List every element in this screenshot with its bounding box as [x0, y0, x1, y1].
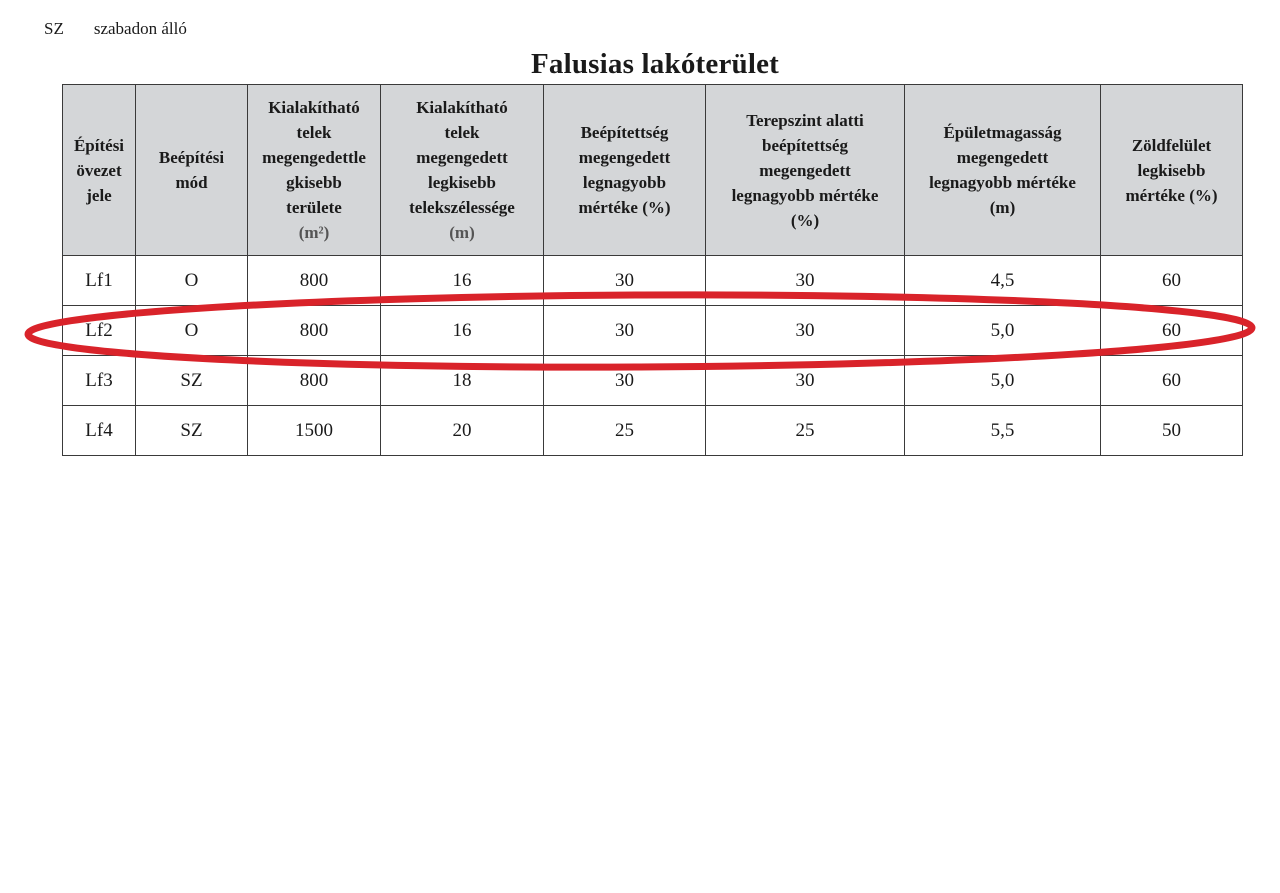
table-cell: 5,0 [905, 306, 1101, 356]
table-cell: 1500 [248, 406, 381, 456]
header-line: Beépítési [158, 148, 225, 167]
table-cell: 4,5 [905, 256, 1101, 306]
table-cell: 60 [1101, 356, 1243, 406]
table-body [63, 256, 1243, 456]
header-cell [706, 85, 905, 256]
table-cell: 800 [248, 306, 381, 356]
header-line: (%) [790, 210, 820, 230]
header-line: Zöldfelület [1131, 135, 1212, 155]
header-line: telek [296, 123, 332, 142]
header-line: Építési [73, 135, 125, 155]
table-cell: 30 [706, 306, 905, 356]
table-cell: 800 [248, 356, 381, 406]
header-line: Kialakítható [268, 98, 360, 117]
table-cell: 800 [248, 256, 381, 306]
header-line: legnagyobb mértéke [731, 185, 879, 205]
legend-label: szabadon álló [93, 19, 187, 38]
table-cell: Lf1 [63, 256, 136, 306]
header-line: beépítettség [762, 135, 848, 155]
header-line: mód [175, 173, 208, 192]
legend [44, 19, 187, 39]
table-cell: Lf4 [63, 406, 136, 456]
table-cell: 16 [381, 306, 544, 356]
table-cell: 30 [544, 306, 706, 356]
header-line: megengedett [578, 148, 671, 167]
header-cell [248, 85, 381, 256]
header-cell [544, 85, 706, 256]
header-line: telek [444, 123, 480, 142]
header-cell [136, 85, 248, 256]
header-line: jele [86, 185, 112, 205]
table-cell: 5,0 [905, 356, 1101, 406]
header-line: területe [286, 198, 342, 217]
header-line: mértéke (%) [578, 198, 671, 217]
header-line: telekszélessége [409, 198, 515, 217]
header-cell [1101, 85, 1243, 256]
header-line: (m) [449, 223, 475, 242]
table-row [63, 256, 1243, 306]
table-cell: 30 [544, 356, 706, 406]
table-cell: O [136, 256, 248, 306]
table-cell: Lf3 [63, 356, 136, 406]
table-cell: 60 [1101, 306, 1243, 356]
header-line: övezet [76, 160, 122, 180]
table-cell: 30 [544, 256, 706, 306]
table-cell: 18 [381, 356, 544, 406]
header-line: gkisebb [286, 173, 342, 192]
header-cell [905, 85, 1101, 256]
table-title: Falusias lakóterület [530, 48, 780, 80]
header-line: (m²) [298, 223, 330, 242]
header-line: mértéke (%) [1125, 185, 1218, 205]
table-cell: 5,5 [905, 406, 1101, 456]
table-row [63, 406, 1243, 456]
header-line: Kialakítható [416, 98, 508, 117]
header-line: legnagyobb [582, 173, 667, 192]
table-cell: SZ [136, 406, 248, 456]
table-cell: O [136, 306, 248, 356]
header-line: megengedett [416, 148, 508, 167]
table-cell: 20 [381, 406, 544, 456]
header-line: legnagyobb mértéke [929, 173, 1076, 192]
table-cell: 30 [706, 256, 905, 306]
table-cell: 25 [706, 406, 905, 456]
table-cell: 25 [544, 406, 706, 456]
table-header [63, 85, 1243, 256]
header-line: Beépítettség [580, 123, 669, 142]
header-line: Épületmagasság [943, 123, 1062, 142]
header-line: megengedett [956, 148, 1049, 167]
header-line: legkisebb [1137, 160, 1206, 180]
table-cell: 60 [1101, 256, 1243, 306]
table-cell: 30 [706, 356, 905, 406]
table-cell: 16 [381, 256, 544, 306]
header-line: legkisebb [427, 173, 497, 192]
legend-code: SZ [44, 19, 64, 38]
table-row [63, 306, 1243, 356]
header-line: Terepszint alatti [746, 110, 864, 130]
table-cell: SZ [136, 356, 248, 406]
zoning-table [62, 84, 1243, 456]
header-line: megengedettle [262, 148, 366, 167]
table-cell: Lf2 [63, 306, 136, 356]
table-row [63, 356, 1243, 406]
table-cell: 50 [1101, 406, 1243, 456]
header-cell [381, 85, 544, 256]
header-line: megengedett [759, 160, 851, 180]
header-row [63, 85, 1243, 256]
header-line: (m) [989, 198, 1016, 217]
header-cell [63, 85, 136, 256]
